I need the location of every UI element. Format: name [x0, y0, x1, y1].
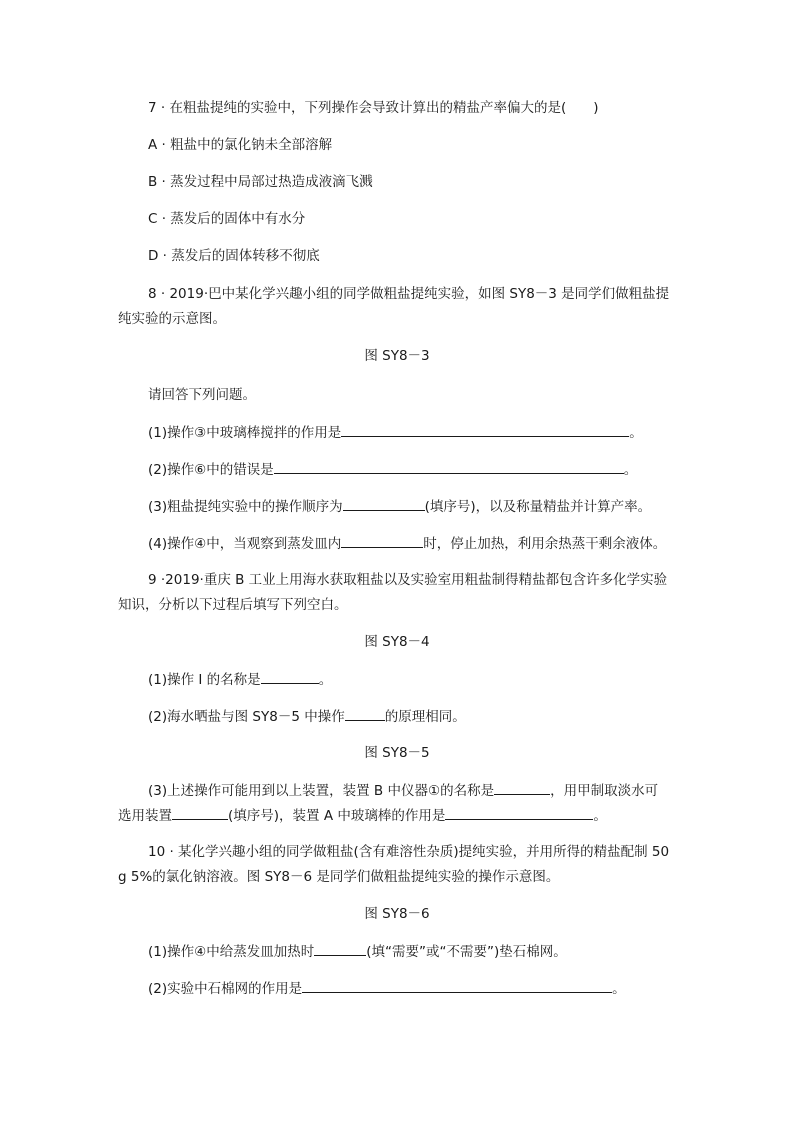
q9-sub3-mid: ，用甲制取淡水可: [550, 783, 659, 799]
q10-sub1: [148, 941, 567, 962]
q8-sub1-text: (1)操作③中玻璃棒搅拌的作用是: [148, 425, 342, 441]
q9-sub2-text: (2)海水晒盐与图 SY8－5 中操作: [148, 709, 345, 725]
q9-sub2-end: 的原理相同。: [384, 709, 466, 725]
q8-stem-line2: 纯实验的示意图。: [118, 311, 226, 327]
q7-option-a: A · 粗盐中的氯化钠未全部溶解: [148, 137, 333, 153]
q8-sub4: [148, 533, 666, 554]
q10-sub2-blank[interactable]: [302, 978, 612, 993]
q8-prompt: 请回答下列问题。: [148, 387, 256, 403]
q8-sub3-end: (填序号)，以及称量精盐并计算产率。: [424, 499, 652, 515]
q8-sub4-text: (4)操作④中，当观察到蒸发皿内: [148, 536, 342, 552]
q7-stem: 7 · 在粗盐提纯的实验中，下列操作会导致计算出的精盐产率偏大的是( ): [148, 100, 599, 116]
q10-stem-line2: g 5%的氯化钠溶液。图 SY8－6 是同学们做粗盐提纯实验的操作示意图。: [118, 869, 560, 885]
q9-figure-caption-1: 图 SY8－4: [364, 634, 430, 650]
q10-stem-line1: 10 · 某化学兴趣小组的同学做粗盐(含有难溶性杂质)提纯实验，并用所得的精盐配制 50: [148, 844, 670, 860]
q9-sub1-blank[interactable]: [261, 669, 319, 684]
q9-sub3-line2-text: 选用装置: [118, 808, 172, 824]
q9-sub3-blank-2[interactable]: [172, 805, 228, 820]
q9-stem-line2: 知识，分析以下过程后填写下列空白。: [118, 597, 348, 613]
q8-figure-caption: 图 SY8－3: [364, 348, 430, 364]
q10-sub2-text: (2)实验中石棉网的作用是: [148, 981, 303, 997]
q9-sub3-blank-3[interactable]: [445, 805, 593, 820]
q9-sub1: [148, 669, 332, 690]
q8-sub2-blank[interactable]: [274, 459, 624, 474]
q10-figure-caption: 图 SY8－6: [364, 906, 430, 922]
q8-sub1-blank[interactable]: [341, 422, 629, 437]
q8-sub4-end: 时，停止加热，利用余热蒸干剩余液体。: [423, 536, 667, 552]
q7-option-c: C · 蒸发后的固体中有水分: [148, 211, 306, 227]
q9-sub2: [148, 706, 466, 727]
q8-sub3-text: (3)粗盐提纯实验中的操作顺序为: [148, 499, 343, 515]
q8-sub3-blank[interactable]: [343, 496, 425, 511]
q10-sub1-text: (1)操作④中给蒸发皿加热时: [148, 944, 315, 960]
q8-sub1-end: 。: [629, 425, 643, 441]
q7-option-d: D · 蒸发后的固体转移不彻底: [148, 248, 320, 264]
q9-sub3-line2-end: 。: [593, 808, 607, 824]
q9-sub1-end: 。: [318, 672, 333, 688]
q9-sub3-line2: [118, 805, 607, 826]
q8-stem-line1: 8 · 2019·巴中某化学兴趣小组的同学做粗盐提纯实验，如图 SY8－3 是同学们做粗盐提: [148, 286, 670, 302]
q9-figure-caption-2: 图 SY8－5: [364, 745, 430, 761]
q8-sub2-text: (2)操作⑥中的错误是: [148, 462, 274, 478]
q8-sub2-end: 。: [623, 462, 638, 478]
q9-sub3-text: (3)上述操作可能用到以上装置，装置 B 中仪器①的名称是: [148, 783, 495, 799]
q7-option-b: B · 蒸发过程中局部过热造成液滴飞溅: [148, 174, 373, 190]
q10-sub2: [148, 978, 626, 999]
q9-sub3-line1: [148, 780, 658, 801]
q9-sub3-blank-1[interactable]: [494, 780, 550, 795]
q8-sub2: [148, 459, 637, 480]
q9-stem-line1: 9 ·2019·重庆 B 工业上用海水获取粗盐以及实验室用粗盐制得精盐都包含许多化学实验: [148, 572, 668, 588]
q9-sub1-text: (1)操作 Ⅰ 的名称是: [148, 672, 261, 688]
q10-sub1-end: (填“需要”或“不需要”)垫石棉网。: [366, 944, 567, 960]
q10-sub1-blank[interactable]: [314, 941, 366, 956]
q9-sub2-blank[interactable]: [345, 706, 385, 721]
q8-sub4-blank[interactable]: [341, 533, 423, 548]
q9-sub3-line2-mid: (填序号)，装置 A 中玻璃棒的作用是: [228, 808, 446, 824]
q8-sub3: [148, 496, 651, 517]
q10-sub2-end: 。: [612, 981, 626, 997]
q8-sub1: [148, 422, 643, 443]
